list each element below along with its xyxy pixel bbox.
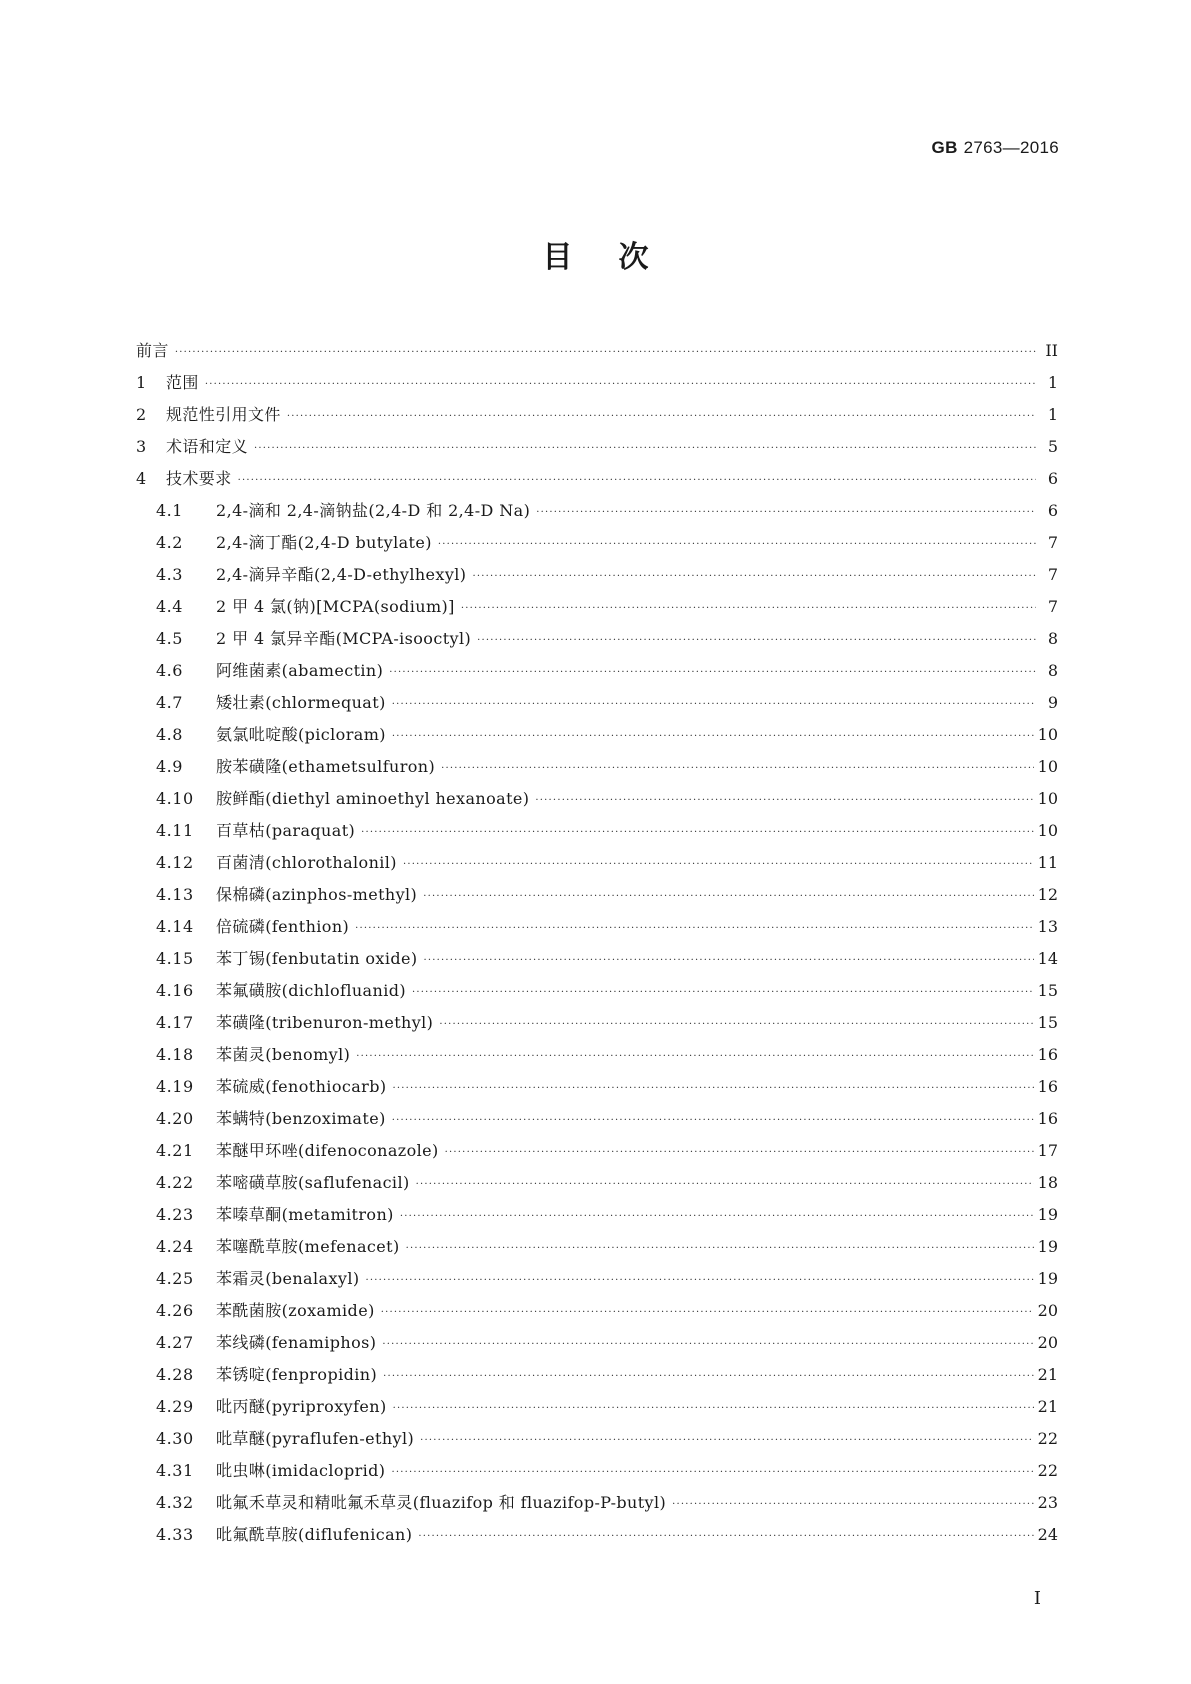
toc-entry[interactable]	[136, 847, 1058, 879]
toc-entry[interactable]	[136, 1103, 1058, 1135]
toc-entry[interactable]	[136, 751, 1058, 783]
toc-entry-title: 吡虫啉(imidacloprid)	[216, 1461, 386, 1480]
toc-entry-title: 胺鲜酯(diethyl aminoethyl hexanoate)	[216, 789, 530, 808]
toc-dot-leader	[420, 1425, 1033, 1457]
toc-entry-title: 苯氟磺胺(dichlofluanid)	[216, 981, 407, 1000]
toc-entry-page: 20	[1037, 1333, 1058, 1352]
page-title-char-2: 次	[618, 240, 649, 275]
toc-entry-page: 6	[1047, 501, 1058, 520]
toc-entry-number: 4.29	[156, 1397, 194, 1416]
toc-entry[interactable]	[136, 687, 1058, 719]
toc-dot-leader	[392, 1105, 1034, 1137]
toc-entry[interactable]	[136, 975, 1058, 1007]
toc-entry-page: 23	[1037, 1493, 1058, 1512]
toc-dot-leader	[391, 1457, 1033, 1489]
toc-entry[interactable]	[136, 783, 1058, 815]
toc-entry[interactable]	[136, 399, 1058, 431]
toc-entry[interactable]	[136, 911, 1058, 943]
toc-dot-leader	[423, 881, 1033, 913]
toc-entry-number: 4.32	[156, 1493, 194, 1512]
toc-entry-number: 4.12	[156, 853, 194, 872]
toc-entry-page: 24	[1037, 1525, 1058, 1544]
toc-entry-title: 吡草醚(pyraflufen-ethyl)	[216, 1429, 415, 1448]
toc-entry[interactable]	[136, 943, 1058, 975]
toc-entry-page: 8	[1047, 661, 1058, 680]
toc-entry-page: 16	[1037, 1045, 1058, 1064]
toc-dot-leader	[445, 1137, 1034, 1169]
toc-entry[interactable]	[136, 495, 1058, 527]
toc-dot-leader	[381, 1297, 1034, 1329]
toc-dot-leader	[355, 913, 1033, 945]
toc-entry-page: 19	[1037, 1237, 1058, 1256]
toc-entry-number: 4.7	[156, 693, 183, 712]
toc-entry-number: 4.9	[156, 757, 183, 776]
toc-entry-page: 22	[1037, 1461, 1058, 1480]
toc-entry[interactable]	[136, 879, 1058, 911]
toc-entry-number: 4.25	[156, 1269, 194, 1288]
toc-entry-title: 苯嗪草酮(metamitron)	[216, 1205, 394, 1224]
toc-entry-page: 17	[1037, 1141, 1058, 1160]
toc-entry-number: 4.18	[156, 1045, 194, 1064]
toc-entry-page: 14	[1037, 949, 1058, 968]
toc-entry[interactable]	[136, 1231, 1058, 1263]
toc-dot-leader	[175, 337, 1036, 369]
toc-entry[interactable]	[136, 1135, 1058, 1167]
toc-dot-leader	[393, 1073, 1034, 1105]
toc-entry[interactable]	[136, 719, 1058, 751]
table-of-contents	[136, 335, 1058, 1551]
toc-entry-page: 10	[1037, 725, 1058, 744]
toc-entry-number: 4.17	[156, 1013, 194, 1032]
toc-dot-leader	[365, 1265, 1033, 1297]
page-title	[0, 238, 1191, 278]
toc-dot-leader	[382, 1329, 1033, 1361]
toc-entry-number: 4.30	[156, 1429, 194, 1448]
toc-entry-page: 19	[1037, 1269, 1058, 1288]
toc-entry-title: 苯磺隆(tribenuron-methyl)	[216, 1013, 434, 1032]
toc-entry-title: 吡丙醚(pyriproxyfen)	[216, 1397, 387, 1416]
toc-entry-title: 苯菌灵(benomyl)	[216, 1045, 351, 1064]
toc-entry[interactable]	[136, 335, 1058, 367]
toc-entry-number: 3	[136, 437, 147, 456]
toc-entry-title: 2 甲 4 氯异辛酯(MCPA-isooctyl)	[216, 629, 472, 648]
standard-prefix: GB	[931, 138, 958, 157]
toc-entry-number: 4.27	[156, 1333, 194, 1352]
toc-entry-page: 21	[1037, 1365, 1058, 1384]
toc-entry[interactable]	[136, 1455, 1058, 1487]
toc-entry-number: 4.31	[156, 1461, 194, 1480]
toc-entry-title: 百草枯(paraquat)	[216, 821, 356, 840]
toc-entry[interactable]	[136, 367, 1058, 399]
toc-entry-number: 4.14	[156, 917, 194, 936]
toc-entry[interactable]	[136, 623, 1058, 655]
toc-entry-page: 11	[1037, 853, 1058, 872]
toc-entry-title: 保棉磷(azinphos-methyl)	[216, 885, 418, 904]
toc-dot-leader	[400, 1201, 1034, 1233]
toc-dot-leader	[205, 369, 1036, 401]
toc-entry-number: 4.5	[156, 629, 183, 648]
toc-entry-page: 10	[1037, 789, 1058, 808]
page-title-char-1: 目	[542, 240, 573, 275]
toc-entry-page: 13	[1037, 917, 1058, 936]
toc-entry-title: 范围	[166, 373, 199, 392]
toc-dot-leader	[238, 465, 1036, 497]
toc-entry-page: 22	[1037, 1429, 1058, 1448]
toc-entry-page: 6	[1047, 469, 1058, 488]
toc-dot-leader	[392, 689, 1036, 721]
standard-code	[932, 138, 1059, 158]
toc-entry-page: 21	[1037, 1397, 1058, 1416]
toc-entry-page: 5	[1047, 437, 1058, 456]
toc-dot-leader	[406, 1233, 1034, 1265]
toc-dot-leader	[356, 1041, 1033, 1073]
toc-entry-page: 1	[1047, 373, 1058, 392]
toc-entry-title: 矮壮素(chlormequat)	[216, 693, 386, 712]
toc-entry-page: 10	[1037, 821, 1058, 840]
toc-dot-leader	[254, 433, 1036, 465]
toc-entry-number: 4.21	[156, 1141, 194, 1160]
toc-entry[interactable]	[136, 1519, 1058, 1551]
toc-entry-page: 19	[1037, 1205, 1058, 1224]
toc-entry-number: 4.13	[156, 885, 194, 904]
toc-entry-title: 阿维菌素(abamectin)	[216, 661, 384, 680]
toc-entry-page: 18	[1037, 1173, 1058, 1192]
toc-dot-leader	[477, 625, 1036, 657]
toc-entry-page: 7	[1047, 597, 1058, 616]
toc-entry[interactable]	[136, 1391, 1058, 1423]
toc-entry[interactable]	[136, 1295, 1058, 1327]
toc-entry[interactable]	[136, 1039, 1058, 1071]
toc-entry-page: 15	[1037, 1013, 1058, 1032]
toc-dot-leader	[412, 977, 1034, 1009]
toc-entry-title: 倍硫磷(fenthion)	[216, 917, 350, 936]
page-number: I	[1033, 1588, 1041, 1609]
toc-entry[interactable]	[136, 463, 1058, 495]
toc-entry-title: 规范性引用文件	[166, 405, 281, 424]
toc-dot-leader	[403, 849, 1034, 881]
toc-dot-leader	[535, 785, 1033, 817]
toc-entry-number: 4.11	[156, 821, 194, 840]
toc-entry-page: 7	[1047, 533, 1058, 552]
toc-entry-number: 4.23	[156, 1205, 194, 1224]
toc-entry-number: 4.1	[156, 501, 183, 520]
toc-entry[interactable]	[136, 527, 1058, 559]
toc-entry-number: 4.6	[156, 661, 183, 680]
toc-entry[interactable]	[136, 559, 1058, 591]
toc-entry[interactable]	[136, 591, 1058, 623]
toc-entry-title: 苯霜灵(benalaxyl)	[216, 1269, 360, 1288]
toc-entry-number: 4.24	[156, 1237, 194, 1256]
toc-dot-leader	[439, 1009, 1033, 1041]
toc-entry-title: 2,4-滴和 2,4-滴钠盐(2,4-D 和 2,4-D Na)	[216, 501, 531, 520]
toc-entry[interactable]	[136, 1327, 1058, 1359]
toc-entry[interactable]	[136, 1487, 1058, 1519]
toc-dot-leader	[361, 817, 1033, 849]
toc-entry-title: 苯硫威(fenothiocarb)	[216, 1077, 387, 1096]
toc-entry-title: 吡氟酰草胺(diflufenican)	[216, 1525, 413, 1544]
toc-entry[interactable]	[136, 1263, 1058, 1295]
toc-entry[interactable]	[136, 1423, 1058, 1455]
toc-entry-title: 2 甲 4 氯(钠)[MCPA(sodium)]	[216, 597, 455, 616]
toc-entry-number: 4.22	[156, 1173, 194, 1192]
toc-entry-title: 苯噻酰草胺(mefenacet)	[216, 1237, 400, 1256]
toc-entry-title: 苯线磷(fenamiphos)	[216, 1333, 377, 1352]
toc-entry[interactable]	[136, 655, 1058, 687]
toc-dot-leader	[393, 1393, 1034, 1425]
toc-entry-page: 12	[1037, 885, 1058, 904]
toc-dot-leader	[287, 401, 1036, 433]
toc-entry-number: 4.10	[156, 789, 194, 808]
toc-entry-number: 4.15	[156, 949, 194, 968]
toc-dot-leader	[441, 753, 1033, 785]
toc-entry-title: 百菌清(chlorothalonil)	[216, 853, 397, 872]
toc-entry[interactable]	[136, 1071, 1058, 1103]
toc-entry[interactable]	[136, 1359, 1058, 1391]
toc-entry-number: 2	[136, 405, 147, 424]
toc-entry-title: 苯丁锡(fenbutatin oxide)	[216, 949, 418, 968]
toc-dot-leader	[389, 657, 1036, 689]
toc-entry-number: 4.19	[156, 1077, 194, 1096]
toc-entry-title: 苯螨特(benzoximate)	[216, 1109, 386, 1128]
toc-entry-page: 15	[1037, 981, 1058, 1000]
toc-entry[interactable]	[136, 1199, 1058, 1231]
toc-dot-leader	[383, 1361, 1034, 1393]
toc-entry-title: 氨氯吡啶酸(picloram)	[216, 725, 386, 744]
toc-entry-number: 4	[136, 469, 147, 488]
toc-entry-number: 4.4	[156, 597, 183, 616]
toc-dot-leader	[472, 561, 1036, 593]
toc-entry-title: 技术要求	[166, 469, 232, 488]
toc-entry-title: 2,4-滴异辛酯(2,4-D-ethylhexyl)	[216, 565, 467, 584]
toc-entry[interactable]	[136, 431, 1058, 463]
toc-dot-leader	[392, 721, 1034, 753]
toc-entry-title: 术语和定义	[166, 437, 249, 456]
toc-entry-number: 4.8	[156, 725, 183, 744]
toc-entry[interactable]	[136, 1007, 1058, 1039]
toc-entry-number: 4.28	[156, 1365, 194, 1384]
toc-entry[interactable]	[136, 815, 1058, 847]
toc-entry-page: 10	[1037, 757, 1058, 776]
toc-entry-page: 20	[1037, 1301, 1058, 1320]
toc-entry-page: 1	[1047, 405, 1058, 424]
toc-entry-page: 7	[1047, 565, 1058, 584]
toc-dot-leader	[416, 1169, 1034, 1201]
toc-entry-number: 4.3	[156, 565, 183, 584]
toc-entry-number: 4.16	[156, 981, 194, 1000]
toc-entry-page: 16	[1037, 1109, 1058, 1128]
toc-dot-leader	[424, 945, 1034, 977]
standard-number: 2763—2016	[963, 138, 1059, 157]
toc-dot-leader	[461, 593, 1036, 625]
toc-entry-title: 前言	[136, 341, 169, 360]
toc-entry-number: 4.26	[156, 1301, 194, 1320]
toc-entry-title: 苯嘧磺草胺(saflufenacil)	[216, 1173, 410, 1192]
toc-entry-title: 苯醚甲环唑(difenoconazole)	[216, 1141, 439, 1160]
toc-entry-number: 4.20	[156, 1109, 194, 1128]
toc-entry-number: 4.33	[156, 1525, 194, 1544]
toc-dot-leader	[672, 1489, 1033, 1521]
toc-dot-leader	[536, 497, 1036, 529]
toc-entry-page: 16	[1037, 1077, 1058, 1096]
toc-dot-leader	[418, 1521, 1033, 1553]
toc-entry-title: 苯酰菌胺(zoxamide)	[216, 1301, 375, 1320]
toc-entry-number: 1	[136, 373, 147, 392]
toc-dot-leader	[438, 529, 1036, 561]
toc-entry-page: 8	[1047, 629, 1058, 648]
toc-entry-number: 4.2	[156, 533, 183, 552]
toc-entry-title: 苯锈啶(fenpropidin)	[216, 1365, 378, 1384]
toc-entry-title: 2,4-滴丁酯(2,4-D butylate)	[216, 533, 432, 552]
toc-entry-title: 胺苯磺隆(ethametsulfuron)	[216, 757, 436, 776]
toc-entry-page: II	[1045, 341, 1058, 360]
toc-entry[interactable]	[136, 1167, 1058, 1199]
toc-entry-title: 吡氟禾草灵和精吡氟禾草灵(fluazifop 和 fluazifop-P-butyl)	[216, 1493, 667, 1512]
toc-entry-page: 9	[1047, 693, 1058, 712]
